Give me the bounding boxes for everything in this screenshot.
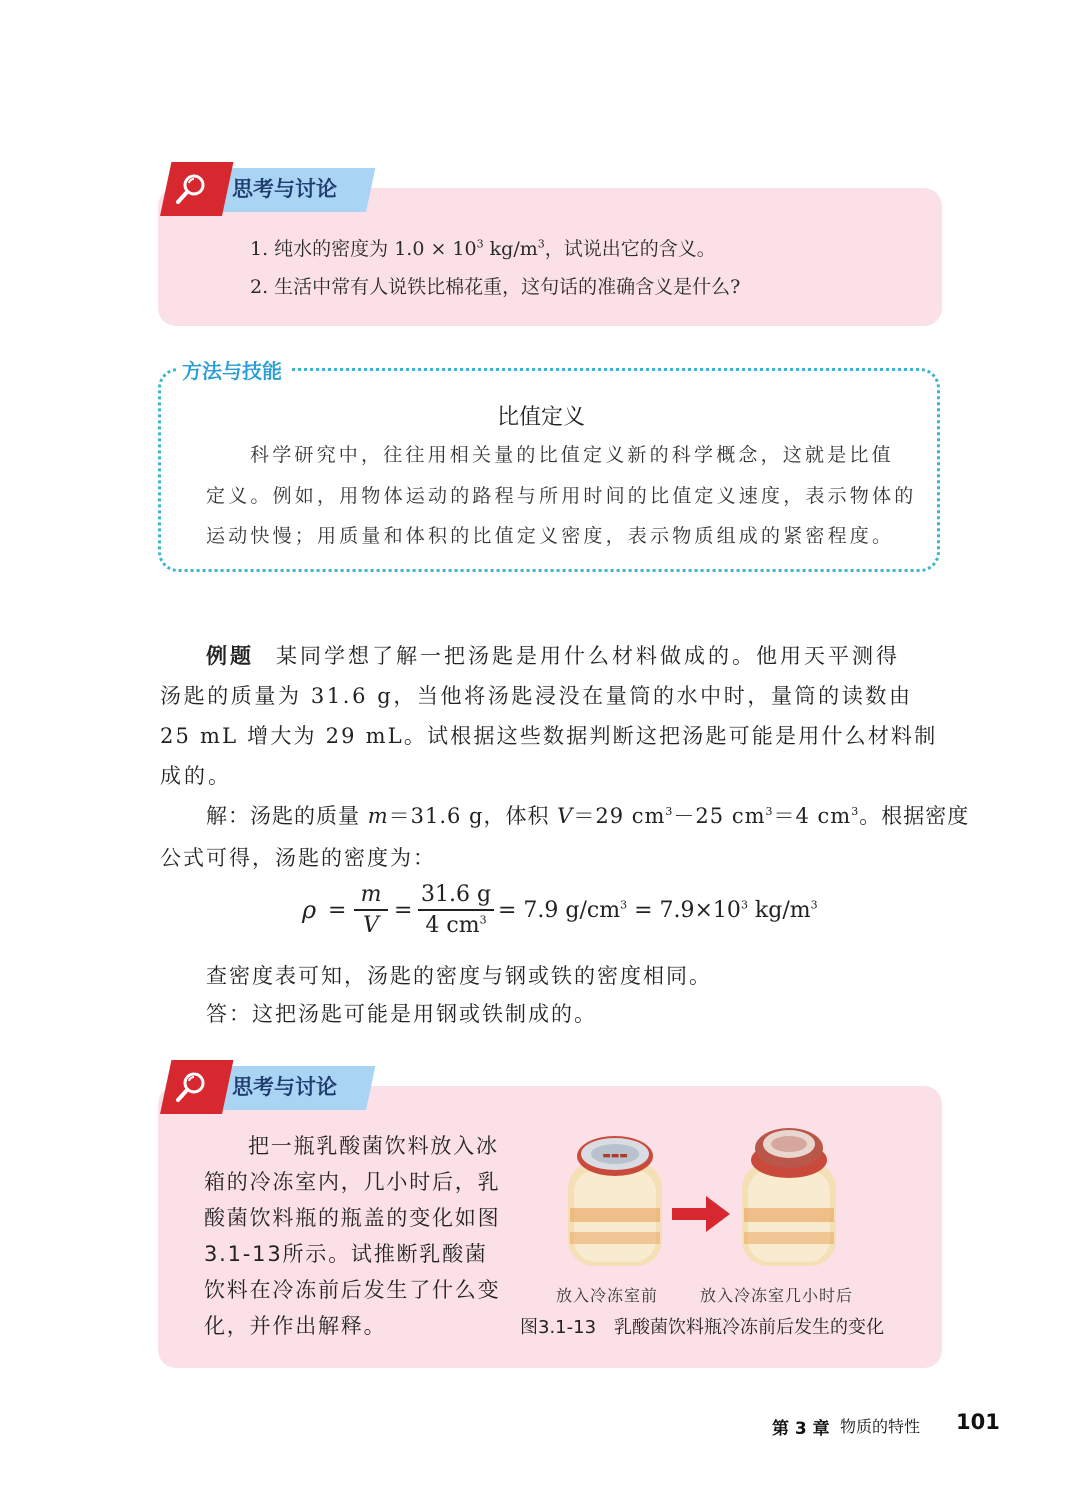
discussion-header-1: [160, 162, 372, 216]
figure-caption: 图3.1-13 乳酸菌饮料瓶冷冻前后发生的变化: [520, 1317, 885, 1338]
method-line-3: 运动快慢；用质量和体积的比值定义密度，表示物质组成的紧密程度。: [206, 525, 895, 547]
equals-2: =: [394, 898, 413, 923]
method-line-2: 定义。例如，用物体运动的路程与所用时间的比值定义速度，表示物体的: [206, 485, 917, 507]
fraction-numerator-m: m: [360, 882, 382, 907]
discussion2-line-5: 饮料在冷冻前后发生了什么变: [204, 1278, 501, 1302]
check-line: 查密度表可知，汤匙的密度与钢或铁的密度相同。: [206, 964, 712, 988]
method-title: 方法与技能: [176, 355, 290, 384]
example-line-2: 汤匙的质量为 31.6 g，当他将汤匙浸没在量筒的水中时，量筒的读数由: [160, 684, 913, 708]
equals-1: =: [328, 898, 347, 923]
fraction-numerator-value: 31.6 g: [420, 882, 492, 907]
caption-after: 放入冷冻室几小时后: [700, 1286, 854, 1305]
rho-symbol: ρ: [302, 896, 317, 924]
footer-chapter-title: 物质的特性: [840, 1417, 921, 1436]
right-arrow-icon: [672, 1194, 732, 1234]
example-label: 例题: [206, 644, 254, 668]
bottle-before-photo: [560, 1132, 670, 1272]
discussion2-line-1: 把一瓶乳酸菌饮料放入冰: [248, 1134, 499, 1158]
caption-before: 放入冷冻室前: [556, 1286, 659, 1305]
bottle-after-photo: [734, 1126, 844, 1272]
fraction-denominator-v: V: [363, 912, 379, 938]
fraction-denominator-value: 4 $cm^3$: [425, 912, 487, 938]
answer-line: 答：这把汤匙可能是用钢或铁制成的。: [206, 1002, 597, 1026]
discussion-header-2: [160, 1060, 372, 1114]
discussion2-line-4: 3.1-13所示。试推断乳酸菌: [204, 1242, 488, 1266]
example-line-4: 成的。: [160, 764, 232, 788]
question-2: 2. 生活中常有人说铁比棉花重，这句话的准确含义是什么?: [250, 276, 741, 298]
fraction-values: [418, 882, 494, 938]
formula-result: = 7.9 $g/cm^3 = 7.9\times 10^3$ $kg/m^3$: [498, 898, 818, 923]
fraction-m-over-v: [354, 882, 388, 938]
magnifier-icon: [174, 1069, 210, 1105]
page-number: 101: [956, 1410, 1000, 1434]
discussion-title-2: 思考与讨论: [232, 1075, 337, 1099]
discussion-title-1: 思考与讨论: [232, 177, 337, 201]
method-heading: 比值定义: [496, 405, 585, 430]
example-line-3: 25 mL 增大为 29 mL。试根据这些数据判断这把汤匙可能是用什么材料制: [160, 724, 938, 748]
solution-line-2: 公式可得，汤匙的密度为：: [160, 846, 436, 870]
discussion2-line-3: 酸菌饮料瓶的瓶盖的变化如图: [204, 1206, 501, 1230]
discussion2-line-6: 化，并作出解释。: [204, 1314, 387, 1338]
solution-line-1: 解：汤匙的质量 m＝31.6 g，体积 V＝29 $cm^3-25$ $cm^3=4$ $cm^3$。根据密度: [206, 804, 970, 828]
method-line-1: 科学研究中，往往用相关量的比值定义新的科学概念，这就是比值: [250, 444, 894, 466]
question-1: 1. 纯水的密度为 $1.0 \times 10^3$ $kg/m^3$，试说出它的含义。: [250, 237, 716, 260]
magnifier-icon: [174, 171, 210, 207]
discussion2-line-2: 箱的冷冻室内，几小时后，乳: [204, 1170, 501, 1194]
footer-chapter: 第 3 章: [772, 1419, 830, 1439]
example-line-1: 例题 某同学想了解一把汤匙是用什么材料做成的。他用天平测得: [206, 644, 900, 668]
density-formula: [298, 880, 818, 950]
svg-text:▬▬▬: ▬▬▬: [602, 1151, 628, 1161]
